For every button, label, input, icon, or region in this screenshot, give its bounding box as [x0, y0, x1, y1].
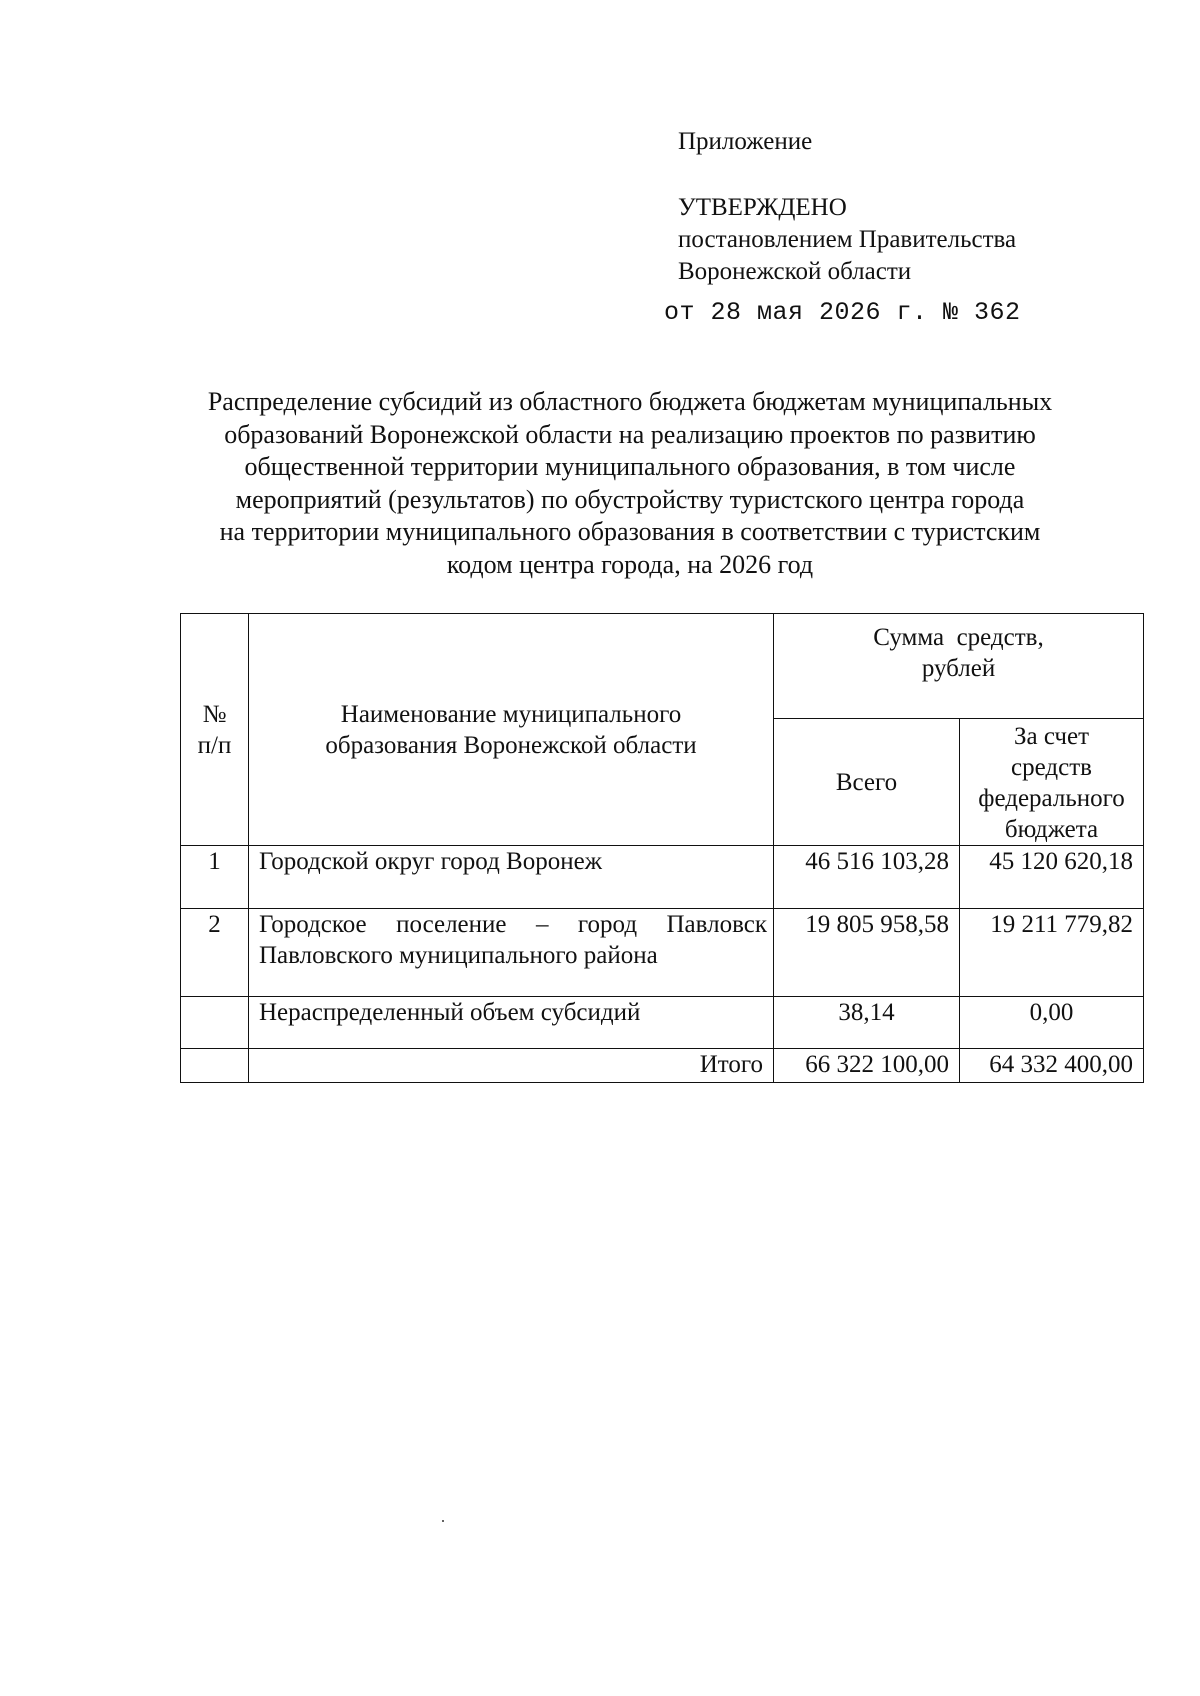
title-line: мероприятий (результатов) по обустройству туристского центра города: [235, 484, 1025, 514]
header-number: № п/п: [181, 614, 249, 846]
title-line: общественной территории муниципального образования, в том числе: [244, 452, 1016, 481]
row-number: [181, 997, 249, 1049]
title-line: Распределение субсидий из областного бюджета бюджетам муниципальных: [207, 387, 1053, 416]
decree-date-number: от 28 мая 2026 г. № 362: [664, 298, 1021, 327]
total-row-number: [181, 1049, 249, 1083]
appendix-label: Приложение: [678, 128, 813, 155]
header-federal: За счет средств федерального бюджета: [960, 719, 1144, 846]
decree-line-2: Воронежской области: [678, 258, 912, 285]
row-total: 46 516 103,28: [774, 846, 960, 909]
total-label: Итого: [249, 1049, 774, 1083]
header-sum: Сумма средств, рублей: [774, 614, 1144, 719]
row-total: 19 805 958,58: [774, 909, 960, 997]
table-row: [181, 997, 1144, 1049]
total-federal: 64 332 400,00: [960, 1049, 1144, 1083]
header-total: Всего: [774, 719, 960, 846]
row-municipality: Городское поселение – город Павловск Павловского муниципального района: [249, 909, 774, 997]
table-row: [181, 846, 1144, 909]
table-header-row: [181, 614, 1144, 719]
row-total: 38,14: [774, 997, 960, 1049]
table-total-row: [181, 1049, 1144, 1083]
row-municipality: Городской округ город Воронеж: [249, 846, 774, 909]
scan-speck: [442, 1520, 444, 1522]
title-line: на территории муниципального образования в соответствии с туристским: [219, 517, 1041, 546]
row-federal: 45 120 620,18: [960, 846, 1144, 909]
document-title: [170, 386, 1090, 581]
decree-line-1: постановлением Правительства: [678, 226, 1017, 253]
row-federal: 19 211 779,82: [960, 909, 1144, 997]
table-row: [181, 909, 1144, 997]
title-line: кодом центра города, на 2026 год: [446, 549, 814, 579]
subsidy-distribution-table: [180, 613, 1144, 1083]
approved-label: УТВЕРЖДЕНО: [678, 194, 847, 221]
header-municipality-name: Наименование муниципального образования Воронежской области: [249, 614, 774, 846]
total-sum: 66 322 100,00: [774, 1049, 960, 1083]
title-line: образований Воронежской области на реализацию проектов по развитию: [224, 419, 1036, 449]
row-number: 1: [181, 846, 249, 909]
row-federal: 0,00: [960, 997, 1144, 1049]
row-number: 2: [181, 909, 249, 997]
row-municipality: Нераспределенный объем субсидий: [249, 997, 774, 1049]
